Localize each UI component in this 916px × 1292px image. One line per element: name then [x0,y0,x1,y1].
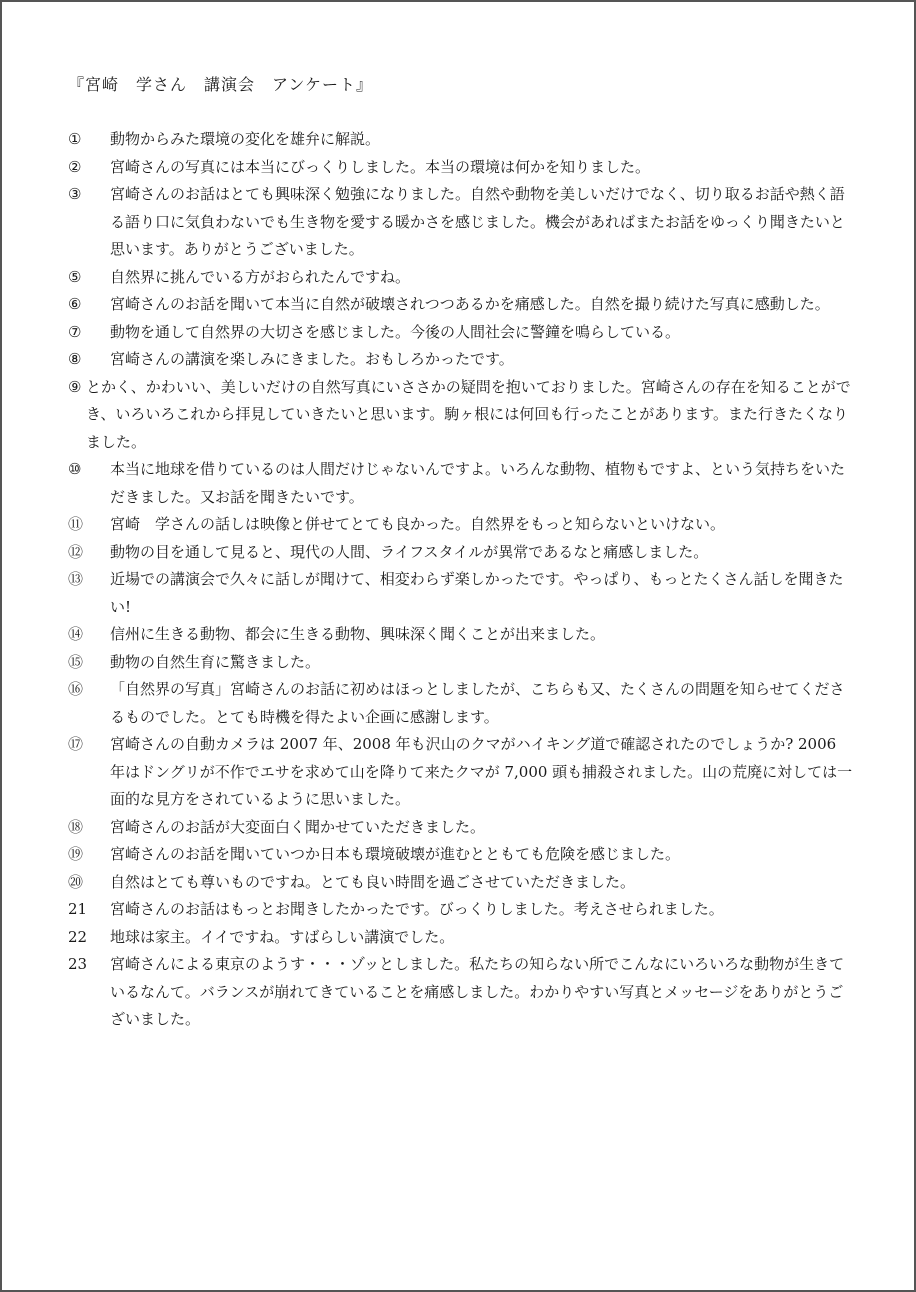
response-item [68,676,854,731]
response-item [68,814,854,842]
response-text: 動物の目を通して見ると、現代の人間、ライフスタイルが異常であるなと痛感しました。 [110,542,709,561]
response-item [68,731,854,814]
response-number: ① [68,130,82,148]
response-text: 宮崎さんのお話はもっとお聞きしたかったです。びっくりしました。考えさせられました。 [110,900,724,918]
response-text: 動物を通して自然界の大切さを感じました。今後の人間社会に警鐘を鳴らしている。 [110,322,681,341]
response-text: とかく、かわいい、美しいだけの自然写真にいささかの疑問を抱いておりました。宮崎さんの存在を知ることができ、いろいろこれから拝見していきたいと思います。駒ヶ根には何回も行ったことがあります。また行きたくなりました。 [86,377,851,451]
response-item [68,456,854,511]
response-text: 宮崎さんによる東京のようす・・・ゾッとしました。私たちの知らない所でこんなにいろいろな動物が生きているなんて。バランスが崩れてきていることを痛感しました。わかりやすい写真とメッセージをありがとうございました。 [110,955,845,1028]
response-item [68,649,854,677]
response-item [68,291,854,319]
response-text: 宮崎さんの講演を楽しみにきました。おもしろかったです。 [110,350,514,368]
response-text: 宮崎さんのお話を聞いて本当に自然が破壊されつつあるかを痛感した。自然を撮り続けた写真に感動した。 [110,295,830,313]
response-text: 宮崎さんのお話を聞いていつか日本も環境破壊が進むとともても危険を感じました。 [110,845,681,863]
response-item [68,924,854,952]
response-number: ⑮ [68,652,84,671]
response-item [68,841,854,869]
response-text: 信州に生きる動物、都会に生きる動物、興味深く聞くことが出来ました。 [110,625,606,643]
response-item [68,621,854,649]
response-item [68,346,854,374]
response-number: 21 [68,900,88,918]
response-number: 22 [68,927,88,946]
response-item [68,511,854,539]
response-number: ⑧ [68,350,82,368]
response-text: 地球は家主。イイですね。すばらしい講演でした。 [110,927,455,946]
response-number: ⑭ [68,625,84,643]
response-text: 近場での講演会で久々に話しが聞けて、相変わらず楽しかったです。やっぱり、もっとたくさん話しを聞きたい! [110,570,844,616]
response-item [68,869,854,897]
response-item [68,566,854,621]
response-number: ⑲ [68,845,84,863]
response-text: 宮崎さんの写真には本当にびっくりしました。本当の環境は何かを知りました。 [110,157,651,176]
response-number: ⑰ [68,735,84,753]
response-number: ⑳ [68,872,84,891]
response-text: 本当に地球を借りているのは人間だけじゃないんですよ。いろんな動物、植物もですよ、という気持ちをいただきました。又お話を聞きたいです。 [110,460,846,506]
response-text: 宮崎さんの自動カメラは 2007 年、2008 年も沢山のクマがハイキング道で確認されたのでしょうか? 2006 年はドングリが不作でエサを求めて山を降りて来たクマが 7,000 頭も捕殺されました。山の荒廃に対しては一面的な見方をされているように思いました。 [110,735,853,808]
response-number: ⑪ [68,515,84,533]
response-number: ⑤ [68,267,82,286]
response-list [68,126,854,1034]
response-number: ⑫ [68,542,84,561]
response-item [68,154,854,182]
response-number: ⑩ [68,460,82,478]
response-text: 宮崎さんのお話はとても興味深く勉強になりました。自然や動物を美しいだけでなく、切り取るお話や熱く語る語り口に気負わないでも生き物を愛する暖かさを感じました。機会があればまたお話をゆっくり聞きたいと思います。ありがとうございました。 [110,185,845,258]
document-title: 『宮崎 学さん 講演会 アンケート』 [68,75,374,94]
response-item [68,951,854,1034]
response-number: ⑥ [68,295,82,313]
response-number: 23 [68,955,88,973]
response-number: ⑨ [68,377,82,396]
response-item [68,126,854,154]
response-number: ⑱ [68,817,84,836]
response-number: ⑦ [68,322,82,341]
response-number: ⑬ [68,570,84,588]
response-number: ③ [68,185,82,203]
response-number: ② [68,157,82,176]
response-text: 自然界に挑んでいる方がおられたんですね。 [110,267,411,286]
response-text: 動物の自然生育に驚きました。 [110,652,321,671]
response-text: 宮崎 学さんの話しは映像と併せてとても良かった。自然界をもっと知らないといけない。 [110,515,726,533]
response-item [68,181,854,264]
response-text: 「自然界の写真」宮崎さんのお話に初めはほっとしましたが、こちらも又、たくさんの問題を知らせてくださるものでした。とても時機を得たよい企画に感謝します。 [110,680,845,726]
response-item [68,319,854,347]
response-text: 自然はとても尊いものですね。とても良い時間を過ごさせていただきました。 [110,872,636,891]
response-item [68,896,854,924]
response-number: ⑯ [68,680,84,698]
response-text: 動物からみた環境の変化を雄弁に解説。 [110,130,381,148]
response-item [68,374,854,457]
response-item [68,264,854,292]
response-item [68,539,854,567]
response-text: 宮崎さんのお話が大変面白く聞かせていただきました。 [110,817,486,836]
